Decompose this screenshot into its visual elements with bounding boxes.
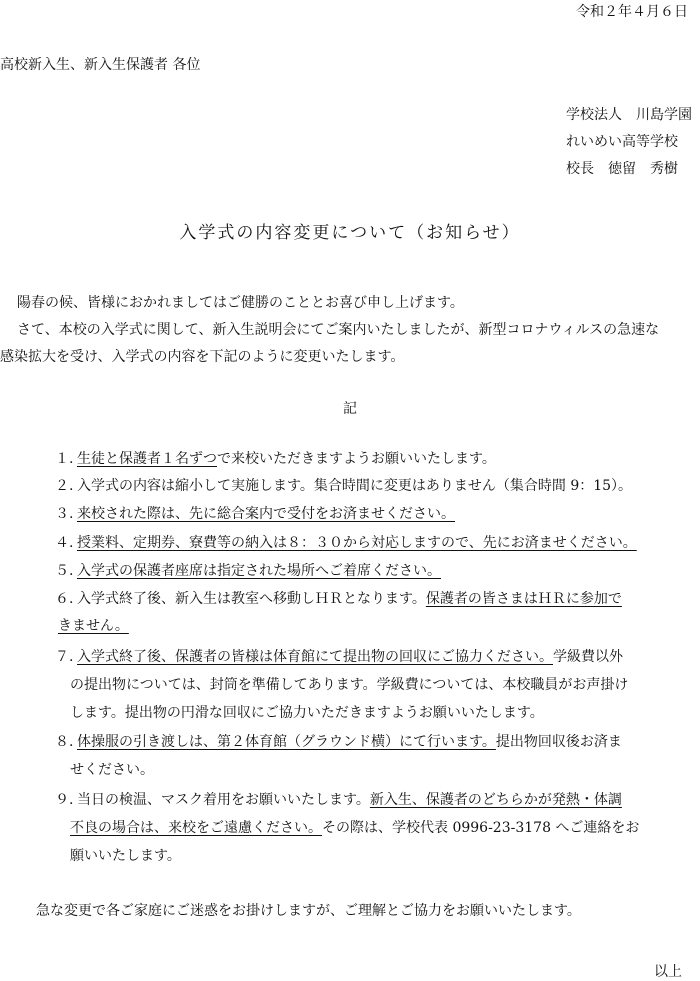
list-item-9-continuation-1 [70,817,639,837]
list-item-6-continuation [58,615,129,635]
item-number: ２. [55,478,74,494]
item-number: ８. [55,734,74,750]
item-text: 入学式の内容は縮小して実施します。集合時間に変更はありません（集合時間 9：15）。 [77,478,633,494]
ki-heading: 記 [343,401,357,417]
list-item-3 [55,503,655,523]
item-text: で来校いただきますようお願いいたします。 [217,451,496,467]
item-underlined-text: 入学式終了後、保護者の皆様は体育館にて提出物の回収にご協力ください。 [77,649,553,665]
item-number: ５. [55,563,74,579]
item-number: ４. [55,535,74,551]
item-underlined-text: 入学式の保護者座席は指定された場所へご着席ください。 [77,563,441,579]
intro-line-2: さて、本校の入学式に関して、新入生説明会にてご案内いたしましたが、新型コロナウィルスの急速な [17,322,660,338]
item-underlined-text: 保護者の皆さまはＨＲに参加で [425,591,622,607]
item-number: ７. [55,649,74,665]
item-number: ９. [55,792,74,808]
list-item-5 [55,560,655,580]
list-item-8-continuation: せください。 [70,762,154,778]
item-text: 入学式終了後、新入生は教室へ移動しＨＲとなります。 [77,591,426,607]
list-item-7-continuation-2: します。提出物の円滑な回収にご協力いただきますようお願いいたします。 [70,705,544,721]
list-item-6 [55,588,655,608]
list-item-8 [55,731,655,751]
item-text: その際は、学校代表 0996-23-3178 へご連絡をお [322,820,640,836]
item-underlined-text: 新入生、保護者のどちらかが発熱・体調 [369,792,622,808]
item-underlined-text: 不良の場合は、来校をご遠慮ください。 [70,820,322,836]
recipient: 高校新入生、新入生保護者 各位 [0,57,201,73]
closing-remark: 急な変更で各ご家庭にご迷惑をお掛けしますが、ご理解とご協力をお願いいたします。 [36,903,581,919]
list-item-4 [55,532,655,552]
item-number: ６. [55,591,74,607]
list-item-2 [55,475,655,495]
document-title: 入学式の内容変更について（お知らせ） [179,223,521,243]
item-text: 提出物回収後お済ま [495,734,622,750]
date: 令和２年４月６日 [576,4,688,20]
sender-corporation: 学校法人 川島学園 [566,107,692,123]
sender-principal: 校長 徳留 秀樹 [566,161,678,177]
list-item-1 [55,448,655,468]
item-number: ３. [55,506,74,522]
item-number: １. [55,451,74,467]
list-item-7 [55,646,655,666]
item-underlined-text: 授業料、定期券、寮費等の納入は８：３０から対応しますので、先にお済ませください。 [77,535,637,551]
item-underlined-text: 生徒と保護者１名ずつ [77,451,217,467]
item-underlined-text: 体操服の引き渡しは、第２体育館（グラウンド横）にて行います。 [77,734,496,750]
item-underlined-text: 来校された際は、先に総合案内で受付をお済ませください。 [77,506,455,522]
item-underlined-text: きません。 [58,618,129,634]
list-item-9-continuation-2: 願いいたします。 [70,848,181,864]
ijo-end-mark: 以上 [654,964,682,980]
sender-school: れいめい高等学校 [566,134,678,150]
list-item-9 [55,789,655,809]
intro-line-3: 感染拡大を受け、入学式の内容を下記のように変更いたします。 [0,349,405,365]
intro-line-1: 陽春の候、皆様におかれましてはご健勝のこととお喜び申し上げます。 [17,295,464,311]
item-text: 当日の検温、マスク着用をお願いいたします。 [77,792,370,808]
item-text: 学級費以外 [553,649,623,665]
list-item-7-continuation-1: の提出物については、封筒を準備してあります。学級費については、本校職員がお声掛け [70,677,629,693]
